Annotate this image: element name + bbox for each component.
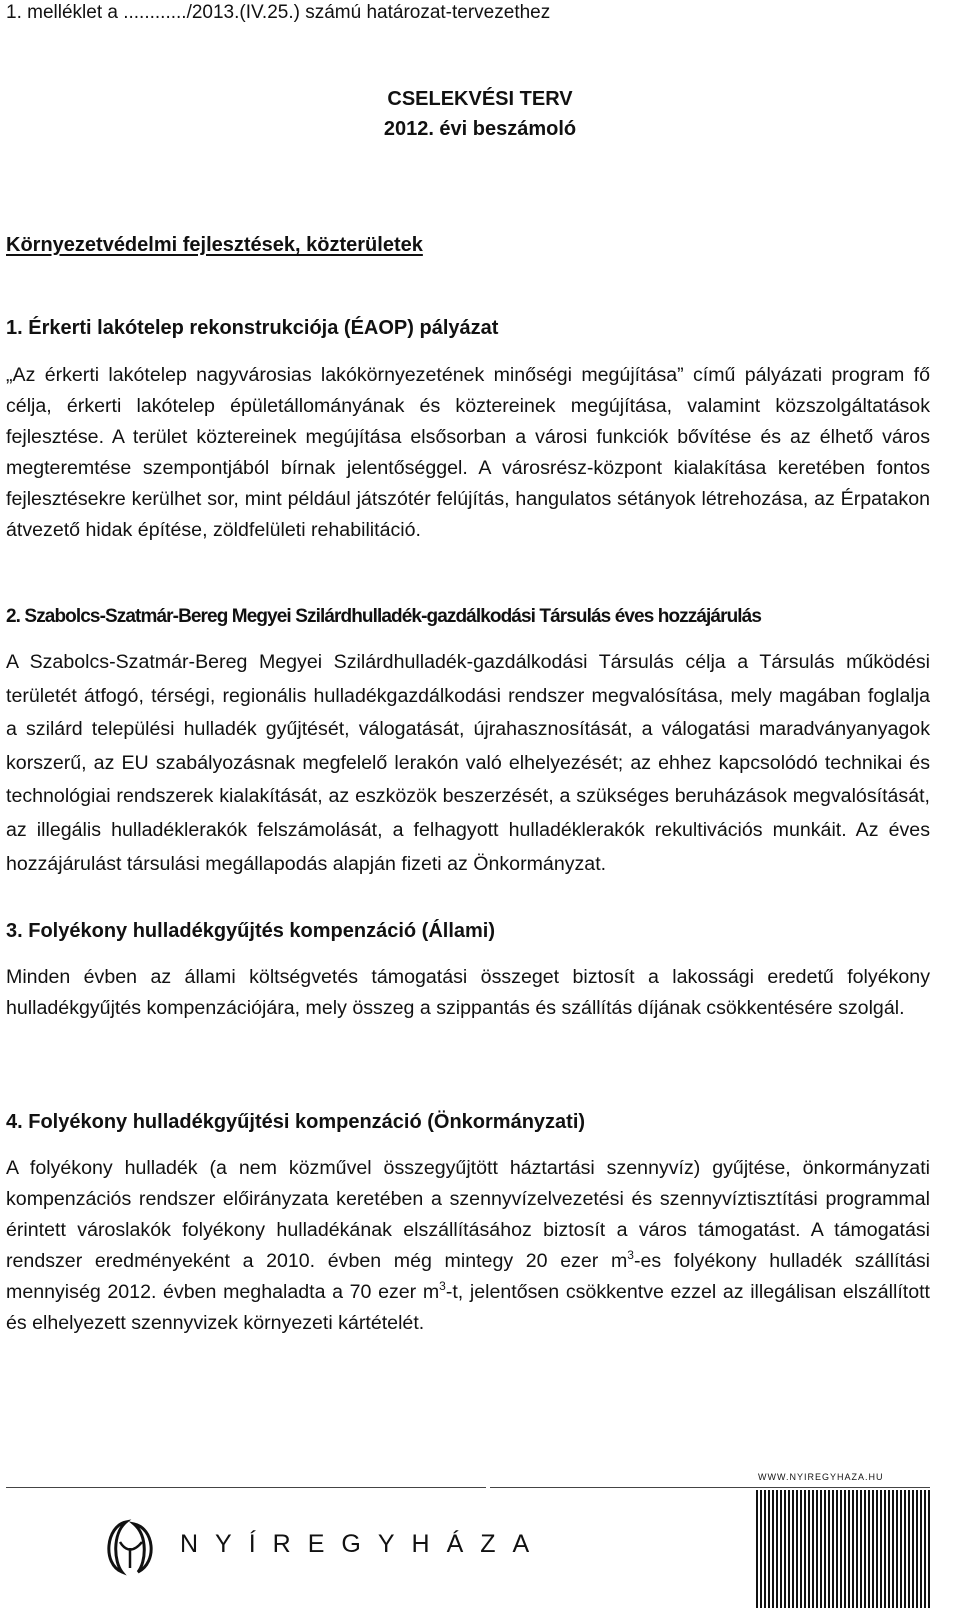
item-3-body: Minden évben az állami költségvetés támogatási összeget biztosít a lakossági eredetű folyékony hulladékgyűjtés kompenzációjára, mely összeg a szippantás és szállítás díjának csökkentésére szolgál. [6,966,930,1019]
document-title [0,84,960,144]
item-4-body-part-3: -t, jelentősen csökkentve ezzel az illegálisan elszállított és elhelyezett szennyvizek környezeti kártételét. [6,1281,930,1334]
item-2-body: A Szabolcs-Szatmár-Bereg Megyei Szilárdhulladék-gazdálkodási Társulás célja a Társulás működési területét átfogó, térségi, regionális hulladékgazdálkodási rendszer megvalósítása, mely magában foglalja a szilárd települési hulladék gyűjtését, válogatását, újrahasznosítását, a válogatási maradványanyagok korszerű, az EU szabályozásnak megfelelő lerakón való elhelyezését; az ehhez kapcsolódó technikai és technológiai rendszerek kialakítását, az eszközök beszerzését, a szükséges beruházások megvalósítását, az illegális hulladéklerakók felszámolását, a felhagyott hulladéklerakók rekultivációs munkáit. Az éves hozzájárulást társulási megállapodás alapján fizeti az Önkormányzat. [6,651,930,875]
title-line-1: CSELEKVÉSI TERV [387,88,573,110]
item-1-body: „Az érkerti lakótelep nagyvárosias lakókörnyezetének minőségi megújítása” című pályázati program fő célja, érkerti lakótelep épületállományának és köztereinek megújítása, valamint közszolgáltatások fejlesztése. A terület köztereinek megújítása elsősorban a városi funkciók bővítése és az élhető város megteremtése szempontjából bírnak jelentőséggel. A városrész-központ kialakítása keretében fontos fejlesztésekre kerülhet sor, mint például játszótér felújítás, hangulatos sétányok létrehozása, az Érpatakon átvezető hidak építése, zöldfelületi rehabilitáció. [6,364,930,541]
item-2-heading: 2. Szabolcs-Szatmár-Bereg Megyei Szilárdhulladék-gazdálkodási Társulás éves hozzájárulás [6,606,762,627]
item-3-heading: 3. Folyékony hulladékgyűjtés kompenzáció (Állami) [6,920,496,942]
footer-brand: NYÍREGYHÁZA [180,1530,547,1558]
item-4-body-part-1: A folyékony hulladék (a nem közművel összegyűjtött háztartási szennyvíz) gyűjtése, önkormányzati kompenzációs rendszer előirányzata keretében a szennyvízelvezetési és szennyvíztisztítási programmal érintett városlakók folyékony hulladékának elszállításához biztosít a város támogatást. A támogatási rendszer eredményeként a 2010. évben még mintegy 20 ezer m [6,1157,930,1272]
footer-divider-right [490,1487,930,1488]
footer-decorative-bars [756,1490,930,1608]
superscript-3: 3 [439,1279,446,1293]
footer-url: WWW.NYIREGYHAZA.HU [758,1472,884,1482]
item-4-body [6,1153,930,1339]
item-1-heading: 1. Érkerti lakótelep rekonstrukciója (ÉAOP) pályázat [6,317,499,339]
nyiregyhaza-logo-icon [96,1512,166,1582]
item-4-body-part-2: -es folyékony hulladék szállítási mennyiség 2012. évben meghaladta a 70 ezer m [6,1250,930,1303]
annex-header: 1. melléklet a ............/2013.(IV.25.) számú határozat-tervezethez [6,2,551,23]
section-heading: Környezetvédelmi fejlesztések, közterületek [6,234,423,256]
item-4-heading: 4. Folyékony hulladékgyűjtési kompenzáció (Önkormányzati) [6,1111,586,1133]
title-line-2: 2012. évi beszámoló [383,118,577,140]
footer-divider-left [6,1487,486,1488]
superscript-3: 3 [627,1248,634,1262]
